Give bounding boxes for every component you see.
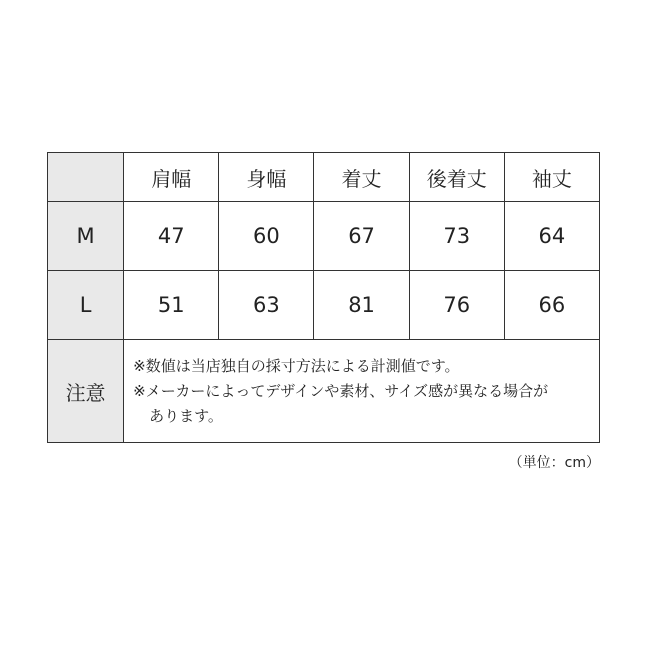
value-cell: 63 <box>219 271 314 340</box>
value-cell: 67 <box>314 202 409 271</box>
unit-label: （単位：cm） <box>508 455 600 471</box>
header-sleeve-length: 袖丈 <box>504 153 599 202</box>
value-cell: 47 <box>124 202 219 271</box>
value-cell: 64 <box>504 202 599 271</box>
table-row-l <box>48 271 600 340</box>
row-label-m: M <box>48 202 124 271</box>
value-cell: 66 <box>504 271 599 340</box>
header-back-length: 後着丈 <box>409 153 504 202</box>
header-row <box>48 153 600 202</box>
header-length: 着丈 <box>314 153 409 202</box>
header-body-width: 身幅 <box>219 153 314 202</box>
size-chart-table <box>47 152 600 443</box>
value-cell: 76 <box>409 271 504 340</box>
value-cell: 73 <box>409 202 504 271</box>
corner-cell <box>48 153 124 202</box>
note-text <box>124 340 600 443</box>
note-row <box>48 340 600 443</box>
note-line-1: ※数値は当店独自の採寸方法による計測値です。 <box>133 356 460 375</box>
note-line-2: ※メーカーによってデザインや素材、サイズ感が異なる場合が <box>133 381 549 400</box>
row-label-l: L <box>48 271 124 340</box>
header-shoulder-width: 肩幅 <box>124 153 219 202</box>
value-cell: 51 <box>124 271 219 340</box>
note-line-3: あります。 <box>149 406 223 425</box>
table-row-m <box>48 202 600 271</box>
value-cell: 60 <box>219 202 314 271</box>
note-label: 注意 <box>48 340 124 443</box>
value-cell: 81 <box>314 271 409 340</box>
